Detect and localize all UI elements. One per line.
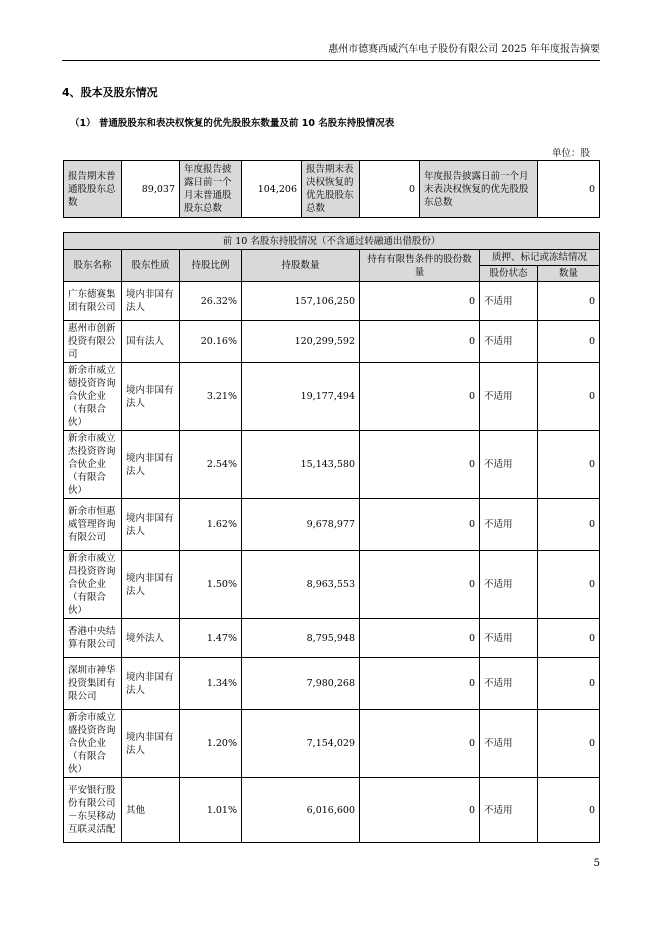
shareholding-ratio: 26.32% <box>180 282 242 321</box>
shareholder-name: 香港中央结算有限公司 <box>64 619 122 658</box>
shareholding-ratio: 3.21% <box>180 363 242 431</box>
shareholding-quantity: 157,106,250 <box>242 282 360 321</box>
shareholder-nature: 其他 <box>122 778 180 843</box>
restricted-shares: 0 <box>360 431 480 499</box>
shareholder-summary-table <box>63 160 600 218</box>
summary-value: 89,037 <box>122 161 180 218</box>
table-row <box>64 710 600 778</box>
table-row <box>64 282 600 321</box>
pledged-quantity: 0 <box>538 431 600 499</box>
shareholder-nature: 境内非国有法人 <box>122 499 180 551</box>
shareholding-quantity: 7,154,029 <box>242 710 360 778</box>
shareholder-nature: 境外法人 <box>122 619 180 658</box>
restricted-shares: 0 <box>360 321 480 363</box>
restricted-shares: 0 <box>360 619 480 658</box>
table-row <box>64 658 600 710</box>
summary-label: 报告期末表决权恢复的优先股股东总数 <box>302 161 360 218</box>
col-header-pledge-status: 股份状态 <box>480 266 538 282</box>
col-header-ratio: 持股比例 <box>180 250 242 282</box>
shareholding-quantity: 120,299,592 <box>242 321 360 363</box>
shareholding-quantity: 15,143,580 <box>242 431 360 499</box>
table-row <box>64 431 600 499</box>
unit-label: 单位：股 <box>551 148 590 159</box>
summary-label: 年度报告披露日前一个月末普通股股东总数 <box>180 161 242 218</box>
pledged-quantity: 0 <box>538 499 600 551</box>
pledge-status: 不适用 <box>480 363 538 431</box>
shareholder-nature: 境内非国有法人 <box>122 658 180 710</box>
col-header-pledge-qty: 数量 <box>538 266 600 282</box>
shareholding-ratio: 1.01% <box>180 778 242 843</box>
shareholding-quantity: 6,016,600 <box>242 778 360 843</box>
shareholder-nature: 境内非国有法人 <box>122 282 180 321</box>
shareholding-ratio: 1.62% <box>180 499 242 551</box>
shareholder-name: 深圳市神华投资集团有限公司 <box>64 658 122 710</box>
pledge-status: 不适用 <box>480 499 538 551</box>
table-row <box>64 778 600 843</box>
table-banner: 前 10 名股东持股情况（不含通过转融通出借股份） <box>64 233 600 250</box>
pledged-quantity: 0 <box>538 658 600 710</box>
pledged-quantity: 0 <box>538 282 600 321</box>
shareholder-nature: 境内非国有法人 <box>122 710 180 778</box>
shareholder-nature: 境内非国有法人 <box>122 551 180 619</box>
shareholding-quantity: 8,795,948 <box>242 619 360 658</box>
pledge-status: 不适用 <box>480 282 538 321</box>
table-row <box>64 619 600 658</box>
restricted-shares: 0 <box>360 499 480 551</box>
table-row <box>64 321 600 363</box>
shareholding-quantity: 7,980,268 <box>242 658 360 710</box>
pledged-quantity: 0 <box>538 363 600 431</box>
page-header: 惠州市德赛西威汽车电子股份有限公司 2025 年年度报告摘要 <box>62 43 600 61</box>
summary-label: 年度报告披露日前一个月末表决权恢复的优先股股东总数 <box>420 161 538 218</box>
col-header-pledge-group: 质押、标记或冻结情况 <box>480 250 600 266</box>
pledge-status: 不适用 <box>480 658 538 710</box>
table-row <box>64 499 600 551</box>
summary-value: 0 <box>538 161 600 218</box>
restricted-shares: 0 <box>360 710 480 778</box>
table-row <box>64 363 600 431</box>
top10-shareholders-table <box>63 232 600 843</box>
shareholder-nature: 境内非国有法人 <box>122 431 180 499</box>
sub-title: （1） 普通股股东和表决权恢复的优先股股东数量及前 10 名股东持股情况表 <box>70 118 395 129</box>
restricted-shares: 0 <box>360 363 480 431</box>
shareholding-ratio: 1.47% <box>180 619 242 658</box>
pledge-status: 不适用 <box>480 710 538 778</box>
col-header-nature: 股东性质 <box>122 250 180 282</box>
shareholder-nature: 境内非国有法人 <box>122 363 180 431</box>
shareholder-name: 平安银行股份有限公司－东吴移动互联灵活配 <box>64 778 122 843</box>
col-header-restricted: 持有有限售条件的股份数量 <box>360 250 480 282</box>
shareholding-ratio: 1.20% <box>180 710 242 778</box>
shareholding-ratio: 1.50% <box>180 551 242 619</box>
page-number: 5 <box>593 858 600 869</box>
shareholder-name: 惠州市创新投资有限公司 <box>64 321 122 363</box>
restricted-shares: 0 <box>360 658 480 710</box>
shareholder-name: 新余市恒惠威管理咨询有限公司 <box>64 499 122 551</box>
pledged-quantity: 0 <box>538 551 600 619</box>
summary-label: 报告期末普通股股东总数 <box>64 161 122 218</box>
pledged-quantity: 0 <box>538 321 600 363</box>
restricted-shares: 0 <box>360 551 480 619</box>
shareholder-name: 新余市威立昌投资咨询合伙企业（有限合伙） <box>64 551 122 619</box>
summary-value: 0 <box>360 161 420 218</box>
section-title: 4、股本及股东情况 <box>62 86 158 99</box>
shareholder-name: 新余市威立德投资咨询合伙企业（有限合伙） <box>64 363 122 431</box>
pledge-status: 不适用 <box>480 619 538 658</box>
pledge-status: 不适用 <box>480 321 538 363</box>
shareholding-ratio: 1.34% <box>180 658 242 710</box>
col-header-name: 股东名称 <box>64 250 122 282</box>
col-header-quantity: 持股数量 <box>242 250 360 282</box>
shareholding-ratio: 2.54% <box>180 431 242 499</box>
shareholder-name: 新余市威立杰投资咨询合伙企业（有限合伙） <box>64 431 122 499</box>
shareholder-nature: 国有法人 <box>122 321 180 363</box>
pledged-quantity: 0 <box>538 710 600 778</box>
pledged-quantity: 0 <box>538 778 600 843</box>
pledge-status: 不适用 <box>480 778 538 843</box>
shareholding-quantity: 9,678,977 <box>242 499 360 551</box>
shareholding-quantity: 19,177,494 <box>242 363 360 431</box>
shareholder-name: 广东德赛集团有限公司 <box>64 282 122 321</box>
summary-row <box>64 161 600 218</box>
shareholder-name: 新余市威立盛投资咨询合伙企业（有限合伙） <box>64 710 122 778</box>
summary-value: 104,206 <box>242 161 302 218</box>
pledge-status: 不适用 <box>480 431 538 499</box>
pledge-status: 不适用 <box>480 551 538 619</box>
pledged-quantity: 0 <box>538 619 600 658</box>
restricted-shares: 0 <box>360 282 480 321</box>
restricted-shares: 0 <box>360 778 480 843</box>
shareholding-ratio: 20.16% <box>180 321 242 363</box>
shareholding-quantity: 8,963,553 <box>242 551 360 619</box>
table-row <box>64 551 600 619</box>
